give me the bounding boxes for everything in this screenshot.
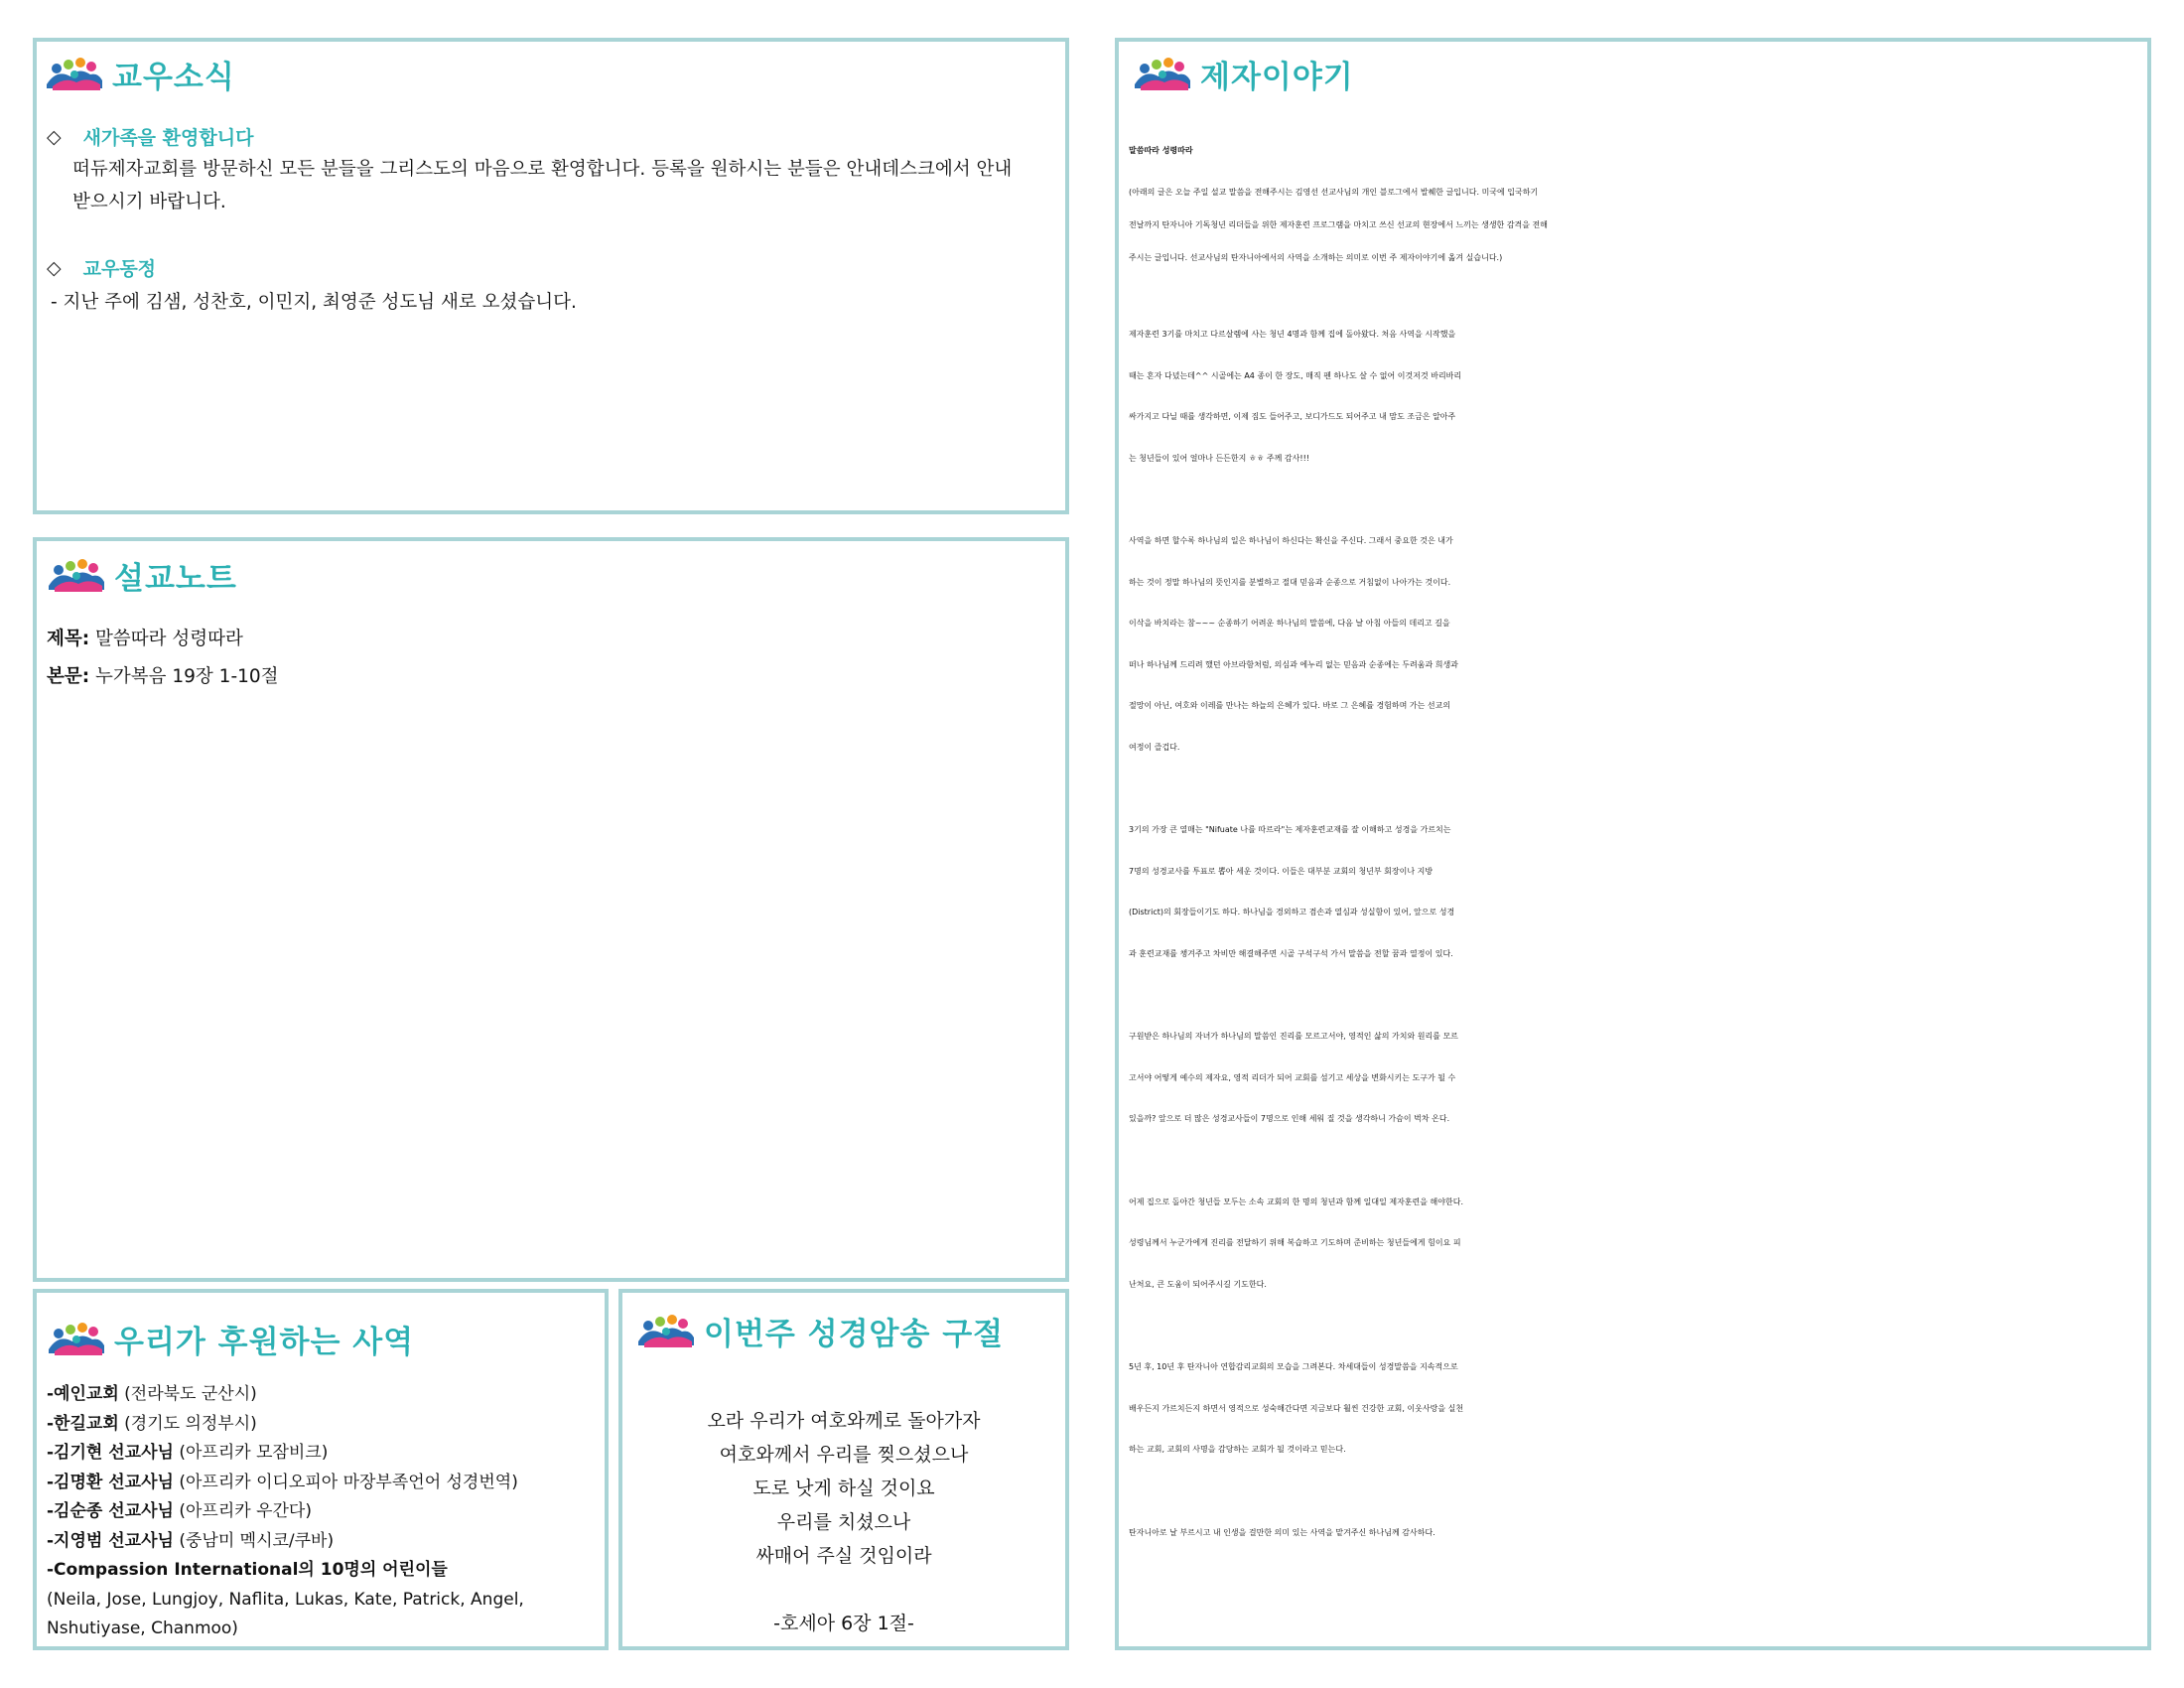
story-title: 제자이야기 [1200,60,1354,95]
list-item: -지영범 선교사님 (중남미 멕시코/쿠바) [47,1530,335,1551]
member-news-text: - 지난 주에 김샘, 성찬호, 이민지, 최영준 성도님 새로 오셨습니다. [51,292,577,313]
text-line: 주시는 글입니다. 선교사님의 탄자니아에서의 사역을 소개하는 의미로 이번 주 제자이야기에 옮겨 실습니다.) [1129,253,1503,262]
verse-line: 싸매어 주실 것임이라 [755,1545,932,1567]
story-paragraph: 5년 후, 10년 후 탄자니아 연합감리교회의 모습을 그려본다. 차세대들이 성경말씀을 지속적으로 배우든지 가르치든지 하면서 영적으로 성숙해간다면 지금보다 훨씬 건강한 교회, 이웃사랑을 실천 하는 교회, 교회의 사명을 감당하는 교회가 될 것이라고 믿는다. [1129,1362,1464,1454]
support-title: 우리가 후원하는 사역 [114,1325,415,1360]
sermon-text [47,658,279,696]
list-item: -한길교회 (경기도 의정부시) [47,1413,257,1434]
text-line: 전날까지 탄자니아 기독청년 리더들을 위한 제자훈련 프로그램을 마치고 쓰신 선교의 현장에서 느끼는 생생한 감격을 전해 [1129,220,1548,229]
people-group-icon [1133,55,1192,94]
support-list [47,1380,524,1644]
story-panel [1115,38,2151,1650]
diamond-icon: ◇ [47,125,62,148]
story-paragraph: 어제 집으로 돌아간 청년들 모두는 소속 교회의 한 명의 청년과 함께 일대일 제자훈련을 해야한다. 성령님께서 누군가에게 진리를 전달하기 위해 복습하고 기도하며 준비하는 청년들에게 힘이요 피 난처요, 큰 도움이 되어주시길 기도한다. [1129,1196,1463,1289]
news-title: 교우소식 [112,60,235,95]
verse-text [622,1404,1065,1640]
subject-label: 제목: [47,629,90,649]
sermon-panel [33,537,1069,1282]
list-item: -김명환 선교사님 (아프리카 이디오피아 마장부족언어 성경번역) [47,1472,518,1492]
list-item: -예인교회 (전라북도 군산시) [47,1384,257,1404]
verse-line: 여호와께서 우리를 찢으셨으나 [719,1444,969,1466]
story-paragraph: 제자훈련 3기를 마치고 다르살렘에 사는 청년 4명과 함께 집에 돌아왔다. 처음 사역을 시작했을 때는 혼자 다녔는데^^ 시골에는 A4 종이 한 장도, 매직 펜 하나도 살 수 없어 이것저것 바리바리 싸가지고 다닐 때를 생각하면, 이제 짐도 들어주고, 보디가드도 되어주고 내 맘도 조금은 알아주 는 청년들이 있어 얼마나 든든한지 ㅎㅎ 주께 감사!!! [1129,330,1462,463]
text-line: 받으시기 바랍니다. [72,192,226,212]
verse-line: 오라 우리가 여호와께로 돌아가자 [707,1410,981,1432]
member-news-heading [47,254,156,281]
new-family-heading [47,123,253,150]
text-line: 떠듀제자교회를 방문하신 모든 분들을 그리스도의 마음으로 환영합니다. 등록을 원하시는 분들은 안내데스크에서 안내 [72,159,1013,180]
news-panel [33,38,1069,514]
member-news-title: 교우동정 [82,258,157,280]
story-subtitle: 말씀따라 성령따라 [1129,146,1193,155]
children-names: Nshutiyase, Chanmoo) [47,1618,238,1638]
verse-reference: -호세아 6장 1절- [773,1613,914,1634]
sermon-subject [47,621,279,658]
text-value: 누가복음 19장 1-10절 [89,666,279,687]
verse-header [636,1309,1004,1353]
story-header [1133,52,1354,96]
story-intro [1129,176,2151,274]
text-label: 본문: [47,666,90,687]
sermon-info [47,621,279,696]
text-line: (아래의 글은 오늘 주일 설교 말씀을 전해주시는 김영선 선교사님의 개인 블로그에서 발췌한 글입니다. 미국에 입국하기 [1129,188,1539,197]
new-family-title: 새가족을 환영합니다 [82,127,254,149]
children-names: (Neila, Jose, Lungjoy, Naflita, Lukas, Kate, Patrick, Angel, [47,1589,524,1610]
diamond-icon: ◇ [47,256,62,279]
verse-panel [618,1289,1069,1650]
story-paragraph: 탄자니아로 날 부르시고 내 인생을 걸만한 의미 있는 사역을 맡겨주신 하나님께 감사하다. [1129,1527,1435,1537]
support-panel [33,1289,609,1650]
people-group-icon [47,556,106,596]
people-group-icon [47,1320,106,1359]
story-paragraph: 구원받은 하나님의 자녀가 하나님의 말씀인 진리를 모르고서야, 영적인 삶의 가치와 원리를 모르 고서야 어떻게 예수의 제자요, 영적 리더가 되어 교회를 섬기고 세상을 변화시키는 도구가 될 수 있을까? 앞으로 더 많은 성경교사들이 7명으로 인해 세워 질 것을 생각하니 가슴이 벅차 온다. [1129,1032,1458,1123]
list-item: -김기현 선교사님 (아프리카 모잠비크) [47,1443,329,1463]
sermon-header [47,553,237,598]
people-group-icon [636,1312,696,1351]
list-item: -김순종 선교사님 (아프리카 우간다) [47,1501,312,1521]
new-family-text [72,153,1012,218]
list-item: -Compassion International의 10명의 어린이들 [47,1560,448,1580]
verse-line: 도로 낫게 하실 것이요 [752,1477,935,1499]
verse-title: 이번주 성경암송 구절 [704,1317,1005,1352]
story-paragraph: 사역을 하면 할수록 하나님의 일은 하나님이 하신다는 확신을 주신다. 그래서 중요한 것은 내가 하는 것이 정말 하나님의 뜻인지를 분별하고 절대 믿음과 순종으로 거침없이 나아가는 것이다. 이삭을 바치라는 참~~~ 순종하기 어려운 하나님의 말씀에, 다음 날 아침 아들의 데리고 길을 떠나 하나님께 드리려 했던 아브라함처럼, 의심과 에누리 없는 믿음과 순종에는 두려움과 희생과 절망이 아닌, 여호와 이레를 만나는 하늘의 은혜가 있다. 바로 그 은혜를 경험하며 가는 선교의 여정이 즐겁다. [1129,536,1458,752]
news-header [45,52,235,96]
verse-line: 우리를 치셨으나 [776,1511,911,1533]
story-paragraph: 3기의 가장 큰 열매는 "Nifuate 나를 따르라"는 제자훈련교재를 잘 이해하고 성경을 가르치는 7명의 성경교사를 투표로 뽑아 세운 것이다. 이들은 대부분 교회의 청년부 회장이나 지방 (District)의 회장들이기도 하다. 하나님을 경외하고 겸손과 열심과 성실함이 있어, 앞으로 성경 과 훈련교재를 챙겨주고 차비만 해결해주면 시골 구석구석 가서 말씀을 전할 꿈과 열정이 있다. [1129,825,1455,958]
sermon-title: 설교노트 [114,561,237,597]
support-header [47,1317,414,1361]
story-body [1129,145,2151,1595]
subject-value: 말씀따라 성령따라 [89,629,243,649]
people-group-icon [45,55,104,94]
